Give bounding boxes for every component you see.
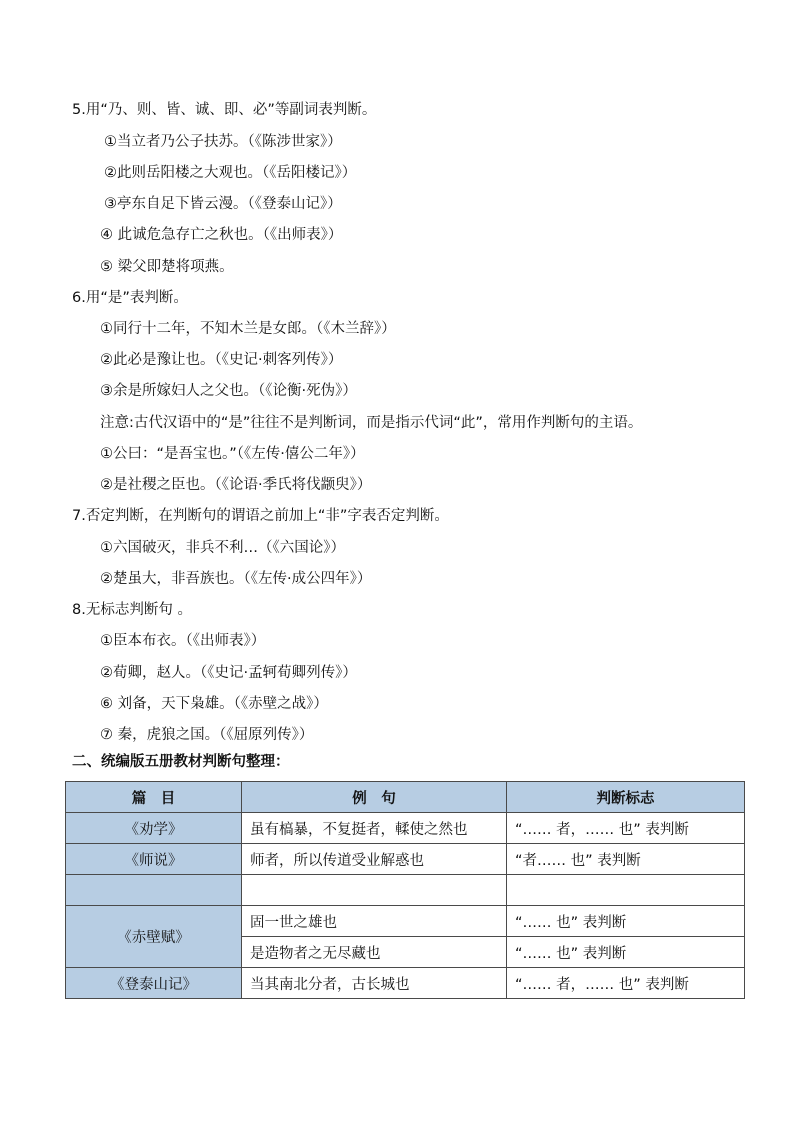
cell-example: 虽有槁暴，不复挺者，輮使之然也 [242, 813, 507, 844]
example-line: ②楚虽大，非吾族也。（《左传·成公四年》） [100, 571, 372, 587]
cell-example: 固一世之雄也 [242, 906, 507, 937]
cell-title: 《登泰山记》 [66, 968, 242, 999]
example-line: ②荀卿，赵人。（《史记·孟轲荀卿列传》） [100, 665, 357, 681]
example-line: ①臣本布衣。（《出师表》） [100, 633, 266, 649]
cell-example: 师者，所以传道受业解惑也 [242, 844, 507, 875]
cell-title: 《师说》 [66, 844, 242, 875]
example-line: ①六国破灭，非兵不利…（《六国论》） [100, 540, 345, 556]
header-title: 篇 目 [66, 782, 242, 813]
example-line: ①当立者乃公子扶苏。（《陈涉世家》） [104, 134, 342, 150]
example-line: ④ 此诚危急存亡之秋也。（《出师表》） [100, 227, 343, 243]
example-line: ③亭东自足下皆云漫。（《登泰山记》） [104, 196, 342, 212]
cell-example: 当其南北分者，古长城也 [242, 968, 507, 999]
example-line: ③余是所嫁妇人之父也。（《论衡·死伪》） [100, 383, 357, 399]
cell-title [66, 875, 242, 906]
cell-marker: “者…… 也” 表判断 [507, 844, 745, 875]
table-header-row [66, 782, 745, 813]
cell-marker: “…… 也” 表判断 [507, 906, 745, 937]
example-line: ⑤ 梁父即楚将项燕。 [100, 259, 234, 275]
cell-example: 是造物者之无尽藏也 [242, 937, 507, 968]
section-title: 二、统编版五册教材判断句整理： [72, 754, 290, 770]
heading-item-7: 7.否定判断，在判断句的谓语之前加上“非”字表否定判断。 [72, 508, 449, 524]
table-row [66, 968, 745, 999]
cell-example [242, 875, 507, 906]
example-line: ②此则岳阳楼之大观也。（《岳阳楼记》） [104, 165, 357, 181]
summary-table [65, 781, 745, 999]
cell-marker: “…… 者，…… 也” 表判断 [507, 813, 745, 844]
heading-item-6: 6.用“是”表判断。 [72, 290, 188, 306]
example-line: ①公曰：“是吾宝也。”（《左传·僖公二年》） [100, 446, 365, 462]
table-row [66, 844, 745, 875]
heading-item-5: 5.用“乃、则、皆、诚、即、必”等副词表判断。 [72, 102, 377, 118]
table-row [66, 813, 745, 844]
example-line: ①同行十二年，不知木兰是女郎。（《木兰辞》） [100, 321, 396, 337]
note-line: 注意:古代汉语中的“是”往往不是判断词，而是指示代词“此”，常用作判断句的主语。 [100, 415, 643, 431]
cell-marker: “…… 者，…… 也” 表判断 [507, 968, 745, 999]
cell-title: 《赤壁赋》 [66, 906, 242, 968]
example-line: ②此必是豫让也。（《史记·刺客列传》） [100, 352, 343, 368]
table-row [66, 875, 745, 906]
cell-marker [507, 875, 745, 906]
heading-item-8: 8.无标志判断句 。 [72, 602, 192, 618]
table-row [66, 906, 745, 937]
cell-marker: “…… 也” 表判断 [507, 937, 745, 968]
header-example: 例 句 [242, 782, 507, 813]
example-line: ②是社稷之臣也。（《论语·季氏将伐颛臾》） [100, 477, 372, 493]
example-line: ⑥ 刘备，天下枭雄。（《赤壁之战》） [100, 696, 328, 712]
header-marker: 判断标志 [507, 782, 745, 813]
cell-title: 《劝学》 [66, 813, 242, 844]
example-line: ⑦ 秦，虎狼之国。（《屈原列传》） [100, 727, 314, 743]
